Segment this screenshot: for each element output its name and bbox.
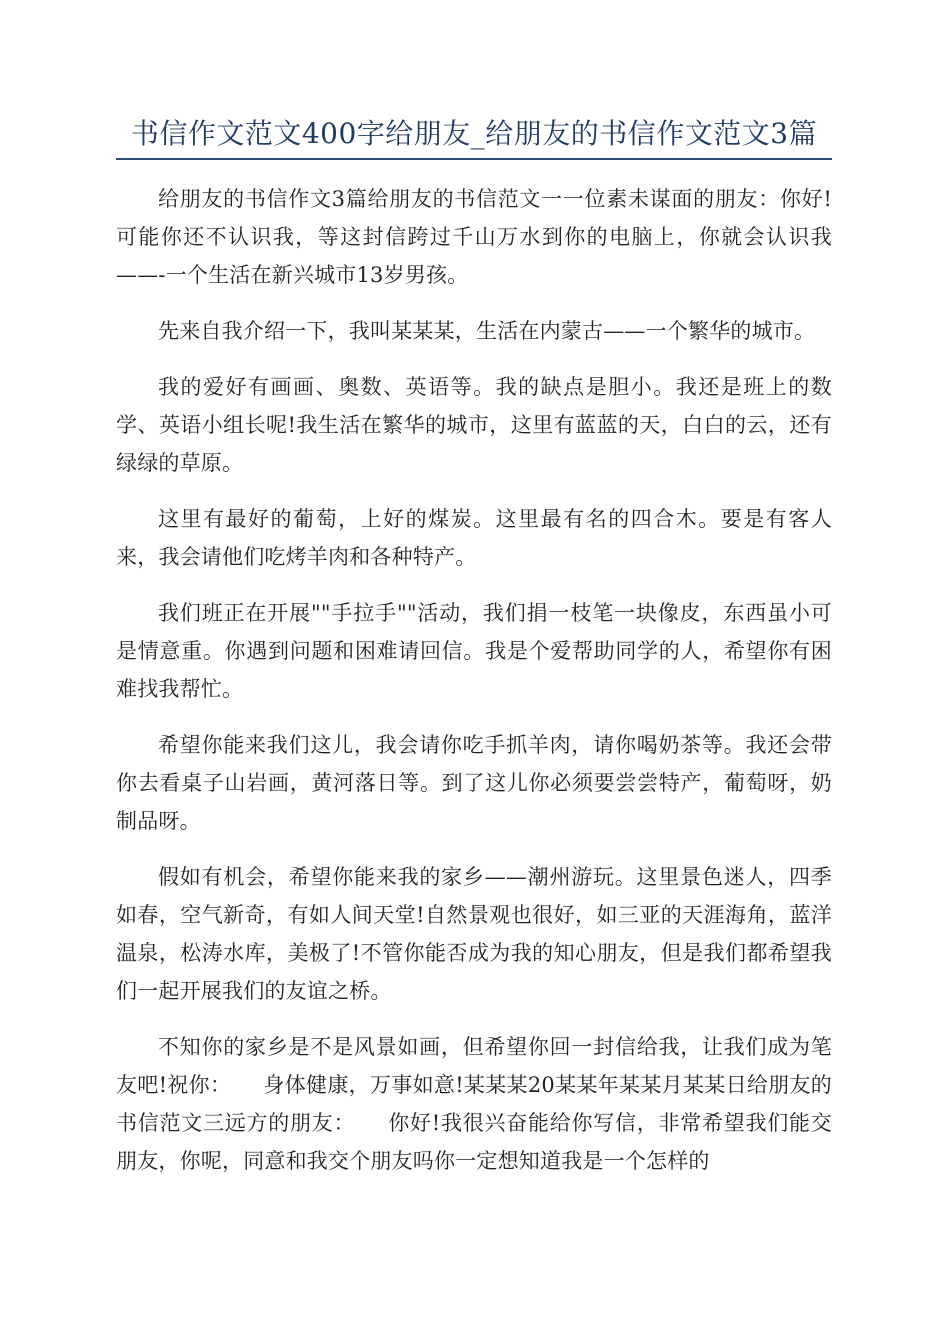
page-title: 书信作文范文400字给朋友_给朋友的书信作文范文3篇 xyxy=(130,117,818,150)
paragraph-1: 给朋友的书信作文3篇给朋友的书信范文一一位素未谋面的朋友：你好!可能你还不认识我，等这封信跨过千山万水到你的电脑上，你就会认识我——-一个生活在新兴城市13岁男孩。 xyxy=(116,187,832,287)
paragraph-4: 这里有最好的葡萄，上好的煤炭。这里最有名的四合木。要是有客人来，我会请他们吃烤羊肉和各种特产。 xyxy=(116,507,832,569)
paragraph-6: 希望你能来我们这儿，我会请你吃手抓羊肉，请你喝奶茶等。我还会带你去看桌子山岩画，黄河落日等。到了这儿你必须要尝尝特产，葡萄呀，奶制品呀。 xyxy=(116,733,832,833)
paragraph-8: 不知你的家乡是不是风景如画，但希望你回一封信给我，让我们成为笔友吧!祝你： 身体健康，万事如意!某某某20某某年某某月某某日给朋友的书信范文三远方的朋友： 你好!我很兴奋能给你写信，非常希望我们能交朋友，你呢，同意和我交个朋友吗你一定想知道我是一个怎样的 xyxy=(116,1035,832,1173)
paragraph-3: 我的爱好有画画、奥数、英语等。我的缺点是胆小。我还是班上的数学、英语小组长呢!我生活在繁华的城市，这里有蓝蓝的天，白白的云，还有绿绿的草原。 xyxy=(116,375,832,475)
paragraph-2: 先来自我介绍一下，我叫某某某，生活在内蒙古——一个繁华的城市。 xyxy=(158,319,816,343)
paragraph-5: 我们班正在开展""手拉手""活动，我们捐一枝笔一块像皮，东西虽小可是情意重。你遇到问题和困难请回信。我是个爱帮助同学的人，希望你有困难找我帮忙。 xyxy=(116,601,832,701)
paragraph-7: 假如有机会，希望你能来我的家乡——潮州游玩。这里景色迷人，四季如春，空气新奇，有如人间天堂!自然景观也很好，如三亚的天涯海角，蓝洋温泉，松涛水库，美极了!不管你能否成为我的知心朋友，但是我们都希望我们一起开展我们的友谊之桥。 xyxy=(116,865,832,1003)
document-body xyxy=(116,180,832,1180)
title-underline xyxy=(116,158,832,160)
